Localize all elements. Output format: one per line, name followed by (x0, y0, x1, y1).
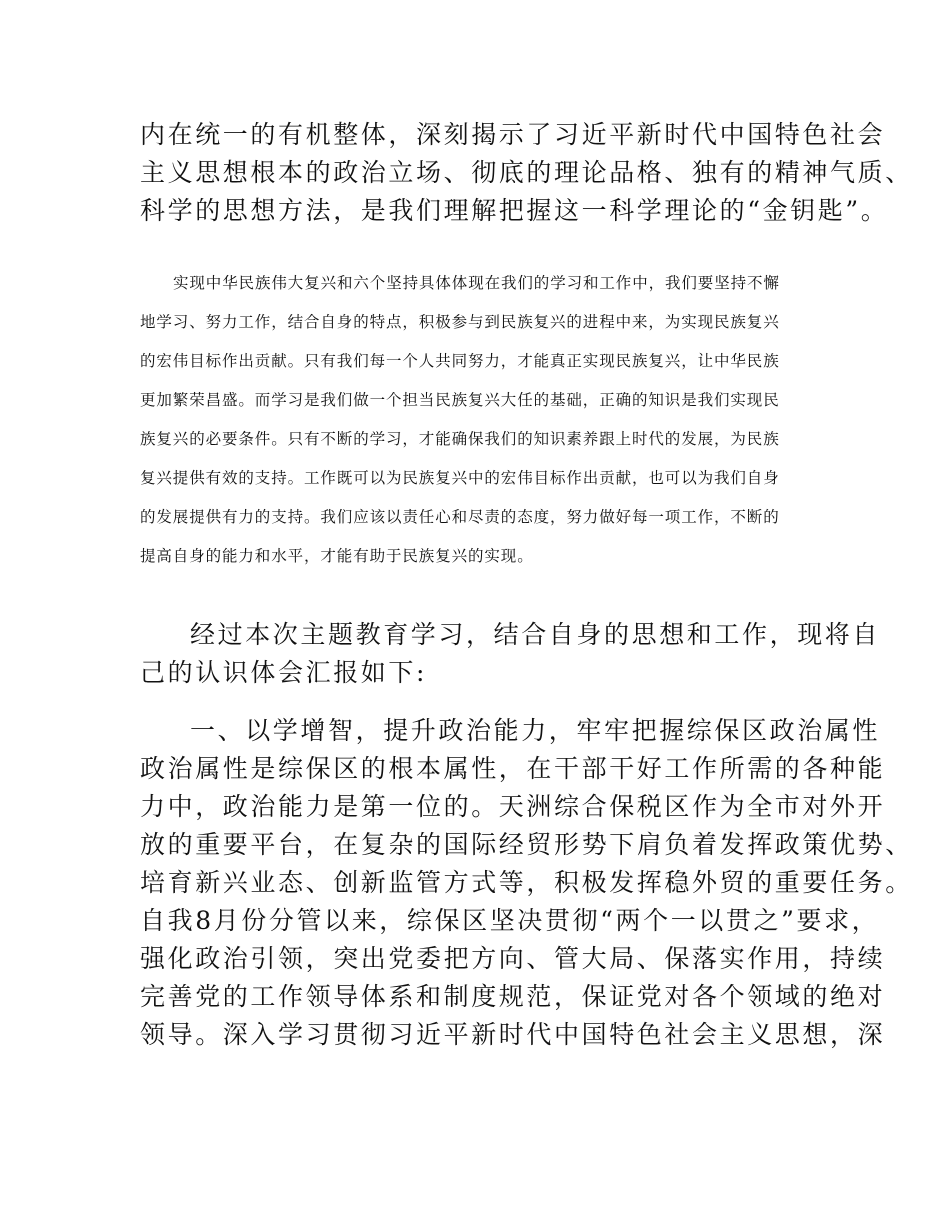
paragraph-1-line-3: 科学的思想方法，是我们理解把握这一科学理论的“金钥匙”。 (140, 196, 889, 225)
paragraph-2-line-3: 的宏伟目标作出贡献。只有我们每一个人共同努力，才能真正实现民族复兴，让中华民族 (140, 352, 780, 370)
paragraph-2-line-1: 实现中华民族伟大复兴和六个坚持具体体现在我们的学习和工作中，我们要坚持不懈 (173, 274, 780, 292)
paragraph-4-line-9: 领导。深入学习贯彻习近平新时代中国特色社会主义思想，深 (140, 1020, 886, 1049)
paragraph-4-line-2: 政治属性是综保区的根本属性，在干部干好工作所需的各种能 (140, 754, 886, 783)
paragraph-4-line-8: 完善党的工作领导体系和制度规范，保证党对各个领域的绝对 (140, 982, 886, 1011)
paragraph-1-line-1: 内在统一的有机整体，深刻揭示了习近平新时代中国特色社会 (140, 120, 886, 149)
section-heading-1: 一、以学增智，提升政治能力，牢牢把握综保区政治属性 (190, 716, 881, 745)
paragraph-2-line-8: 提高自身的能力和水平，才能有助于民族复兴的实现。 (140, 547, 534, 565)
paragraph-2-line-6: 复兴提供有效的支持。工作既可以为民族复兴中的宏伟目标作出贡献，也可以为我们自身 (140, 469, 780, 487)
paragraph-4-line-4: 放的重要平台，在复杂的国际经贸形势下肩负着发挥政策优势、 (140, 830, 913, 859)
paragraph-4-line-5: 培育新兴业态、创新监管方式等，积极发挥稳外贸的重要任务。 (140, 868, 913, 897)
paragraph-1-line-2: 主义思想根本的政治立场、彻底的理论品格、独有的精神气质、 (140, 158, 913, 187)
paragraph-2-line-7: 的发展提供有力的支持。我们应该以责任心和尽责的态度，努力做好每一项工作，不断的 (140, 508, 780, 526)
paragraph-3-line-2: 己的认识体会汇报如下: (140, 658, 428, 687)
paragraph-4-line-7: 强化政治引领，突出党委把方向、管大局、保落实作用，持续 (140, 944, 886, 973)
paragraph-4-line-6: 自我8月份分管以来，综保区坚决贯彻“两个一以贯之”要求， (140, 906, 880, 935)
paragraph-4-line-3: 力中，政治能力是第一位的。天洲综合保税区作为全市对外开 (140, 792, 886, 821)
paragraph-2-line-4: 更加繁荣昌盛。而学习是我们做一个担当民族复兴大任的基础，正确的知识是我们实现民 (140, 391, 780, 409)
paragraph-2-line-5: 族复兴的必要条件。只有不断的学习，才能确保我们的知识素养跟上时代的发展，为民族 (140, 430, 780, 448)
paragraph-2-line-2: 地学习、努力工作，结合自身的特点，积极参与到民族复兴的进程中来，为实现民族复兴 (140, 313, 780, 331)
paragraph-3-line-1: 经过本次主题教育学习，结合自身的思想和工作，现将自 (190, 620, 881, 649)
